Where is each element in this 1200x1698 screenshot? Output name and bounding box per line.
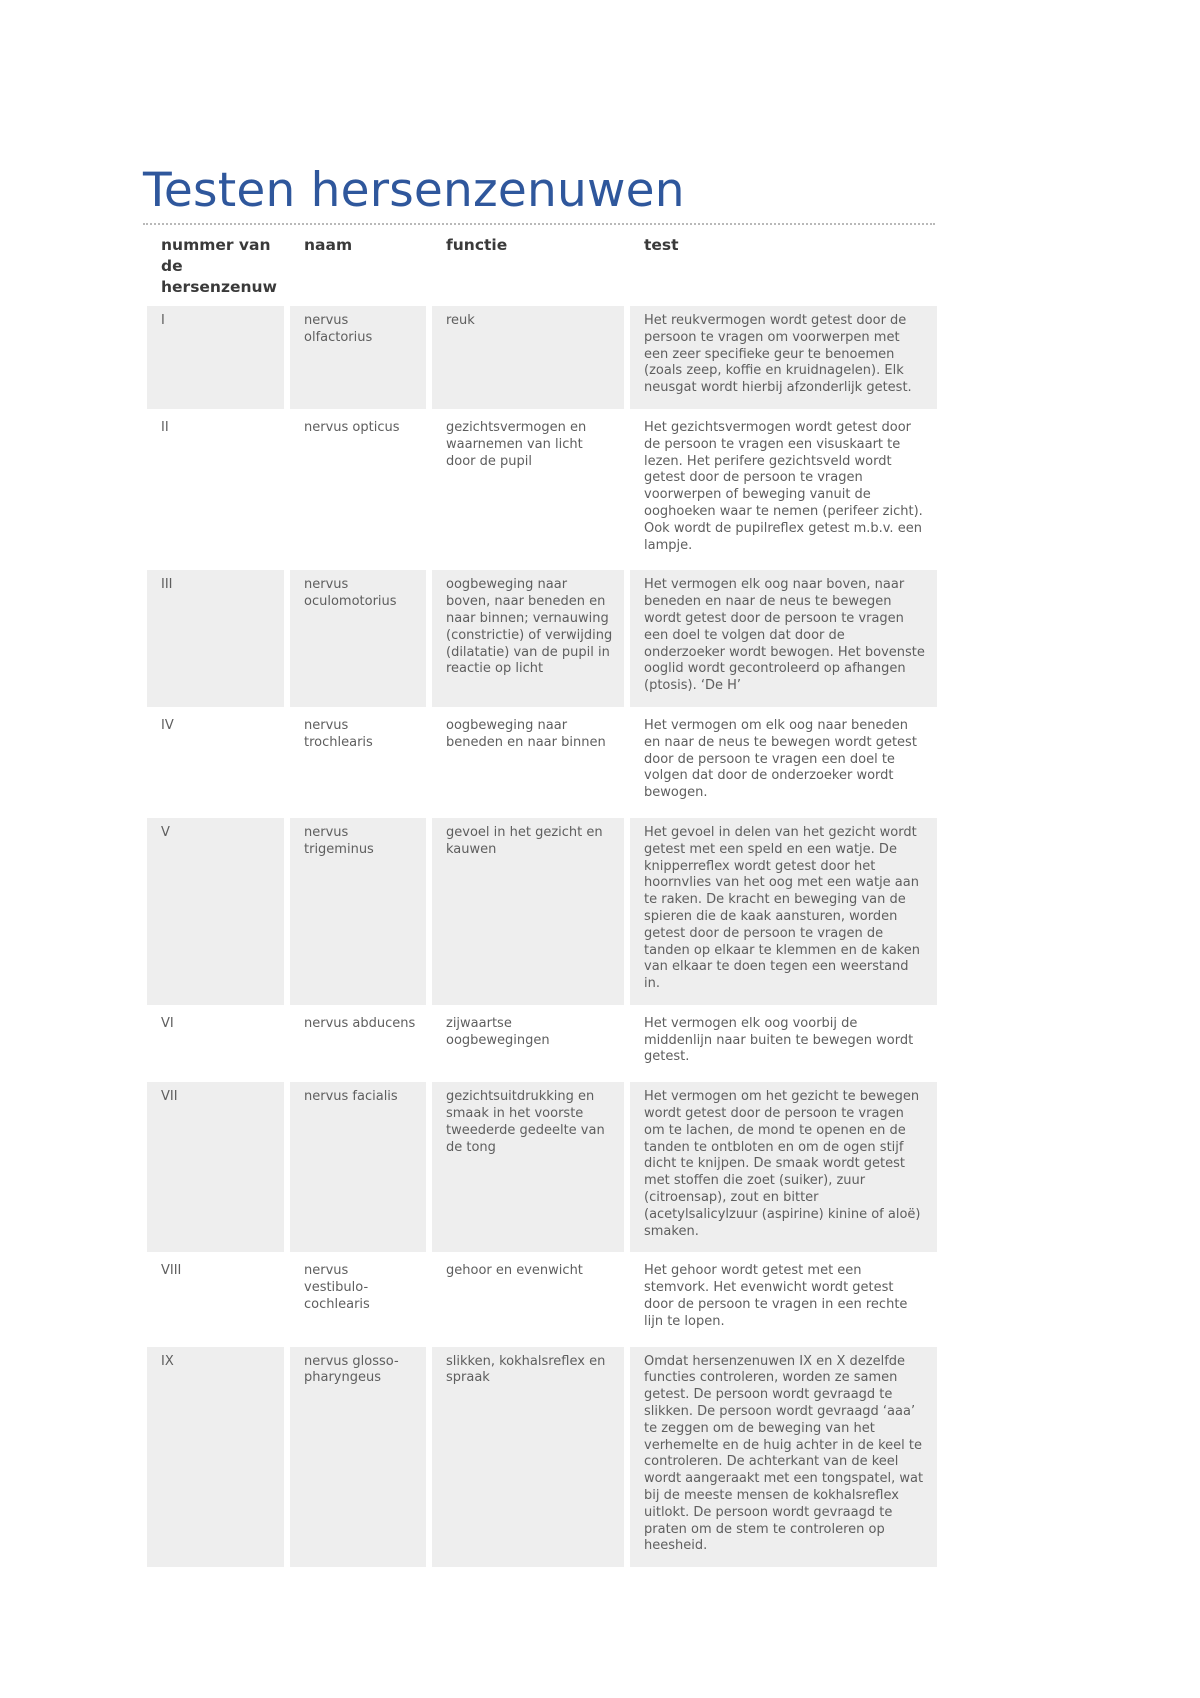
cell-number: VI xyxy=(161,1015,174,1031)
cell-name: nervus glosso-pharyngeus xyxy=(290,1347,426,1568)
cell-number: V xyxy=(147,818,284,1005)
cell-test: Het gehoor wordt getest met een stemvork. Het evenwicht wordt getest door de persoon te vragen in een rechte lijn te lopen. xyxy=(644,1263,908,1329)
cell-function: reuk xyxy=(432,306,624,409)
table-row xyxy=(147,711,937,814)
cell-test: Het reukvermogen wordt getest door de persoon te vragen om voorwerpen met een zeer specifieke geur te benoemen (zoals zeep, koffie en kruidnagelen). Elk neusgat wordt hierbij afzonderlijk getest. xyxy=(630,306,937,409)
cell-function: oogbeweging naar beneden en naar binnen xyxy=(446,717,606,750)
cell-number: II xyxy=(161,419,169,435)
table-row xyxy=(147,818,937,1005)
cell-number: VIII xyxy=(161,1263,182,1279)
cell-number: VII xyxy=(147,1082,284,1252)
cell-function: gezichtsvermogen en waarnemen van licht door de pupil xyxy=(446,419,587,469)
cell-test: Het vermogen om het gezicht te bewegen wordt getest door de persoon te vragen om te lachen, de mond te openen en de tanden te ontbloten en om de ogen stijf dicht te knijpen. De smaak wordt getest met stoffen die zoet (suiker), zuur (citroensap), zout en bitter (acetylsalicylzuur (aspirine) kinine of aloë) smaken. xyxy=(630,1082,937,1252)
cell-function: slikken, kokhalsreflex en spraak xyxy=(432,1347,624,1568)
cell-test: Het vermogen om elk oog naar beneden en naar de neus te bewegen wordt getest door de persoon te vragen een doel te volgen dat door de onderzoeker wordt bewogen. xyxy=(644,717,917,801)
cranial-nerve-table xyxy=(141,227,943,1571)
table-row xyxy=(147,1347,937,1568)
table-row xyxy=(147,1082,937,1252)
table-row xyxy=(147,413,937,566)
page-title: Testen hersenzenuwen xyxy=(143,163,685,218)
cell-test: Omdat hersenzenuwen IX en X dezelfde functies controleren, worden ze samen getest. De persoon wordt gevraagd te slikken. De persoon wordt gevraagd ‘aaa’ te zeggen om de beweging van het verhemelte en de huig achter in de keel te controleren. De achterkant van de keel wordt aangeraakt met een tongspatel, wat bij de meeste mensen de kokhalsreflex uitlokt. De persoon wordt gevraagd te praten om de stem te controleren op heesheid. xyxy=(630,1347,937,1568)
table-row xyxy=(147,1009,937,1078)
cell-name: nervus olfactorius xyxy=(290,306,426,409)
table-row xyxy=(147,570,937,707)
cell-name: nervus vestibulo-cochlearis xyxy=(304,1263,370,1313)
cell-number: III xyxy=(147,570,284,707)
cell-name: nervus opticus xyxy=(304,419,400,435)
cell-name: nervus trigeminus xyxy=(290,818,426,1005)
header-name: naam xyxy=(304,236,353,254)
cell-name: nervus abducens xyxy=(304,1015,416,1031)
cell-test: Het vermogen elk oog naar boven, naar beneden en naar de neus te bewegen wordt getest door de persoon te vragen een doel te volgen dat door de onderzoeker wordt bewogen. Het bovenste ooglid wordt gecontroleerd op afhangen (ptosis). ‘De H’ xyxy=(630,570,937,707)
header-test: test xyxy=(644,236,679,254)
cell-function: gezichtsuitdrukking en smaak in het voorste tweederde gedeelte van de tong xyxy=(432,1082,624,1252)
header-function: functie xyxy=(446,236,508,254)
cell-name: nervus facialis xyxy=(290,1082,426,1252)
header-number: nummer van de hersenzenuw xyxy=(161,236,277,296)
cell-test: Het gevoel in delen van het gezicht wordt getest met een speld en een watje. De knipperreflex wordt getest door het hoornvlies van het oog met een watje aan te raken. De kracht en beweging van de spieren die de kaak aansturen, worden getest door de persoon te vragen de tanden op elkaar te klemmen en de kaken van elkaar te doen tegen een weerstand in. xyxy=(630,818,937,1005)
cell-number: I xyxy=(147,306,284,409)
cell-name: nervus trochlearis xyxy=(304,717,373,750)
cell-function: zijwaartse oogbewegingen xyxy=(446,1015,550,1048)
cell-name: nervus oculomotorius xyxy=(290,570,426,707)
cell-function: oogbeweging naar boven, naar beneden en naar binnen; vernauwing (constrictie) of verwijding (dilatatie) van de pupil in reactie op licht xyxy=(432,570,624,707)
table-header-row xyxy=(147,231,937,302)
cell-function: gehoor en evenwicht xyxy=(446,1263,583,1279)
cell-number: IX xyxy=(147,1347,284,1568)
table-row xyxy=(147,1256,937,1342)
cell-test: Het vermogen elk oog voorbij de middenlijn naar buiten te bewegen wordt getest. xyxy=(644,1015,914,1065)
cell-function: gevoel in het gezicht en kauwen xyxy=(432,818,624,1005)
cell-number: IV xyxy=(161,717,174,733)
cell-test: Het gezichtsvermogen wordt getest door de persoon te vragen een visuskaart te lezen. Het perifere gezichtsveld wordt getest door de persoon te vragen voorwerpen of beweging vanuit de ooghoeken waar te nemen (perifeer zicht). Ook wordt de pupilreflex getest m.b.v. een lampje. xyxy=(644,419,923,553)
title-divider xyxy=(143,223,935,225)
table-row xyxy=(147,306,937,409)
